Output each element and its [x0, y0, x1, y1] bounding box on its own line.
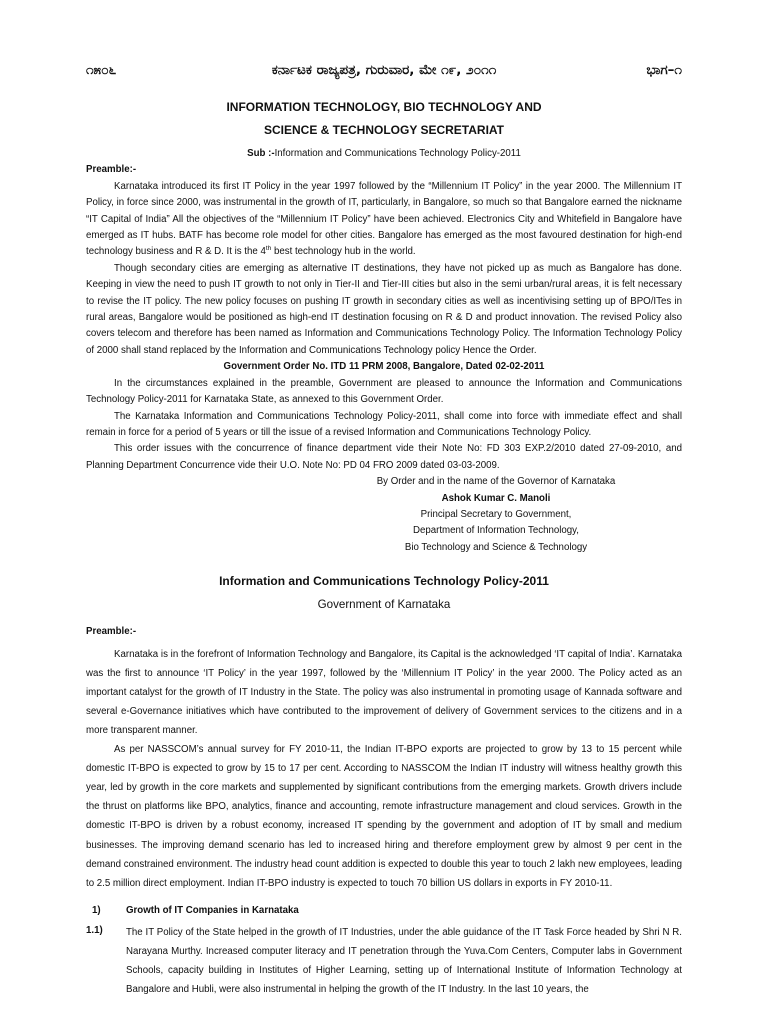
subject-label: Sub :-: [247, 148, 275, 159]
signatory-title-3: Bio Technology and Science & Technology: [404, 541, 588, 553]
preamble-paragraph-2: Though secondary cities are emerging as alternative IT destinations, they have not picked up as much as Bangalore has done. Keeping in view the need to push IT growth to not only in Tier-II and Tier-III cities but also in the semi urban/rural areas, it is felt necessary to revise the IT policy. The new policy focuses on pushing IT growth in secondary cities as well as incentivising setting up of BPO/ITes in rural areas, Bangalore would be positioned as high-end IT destination focusing on R & D and product innovation. The revised Policy also covers telecom and therefore has been named as Information and Communications Technology Policy. The Information Technology Policy of 2000 shall stand replaced by the Information and Communications Technology policy Hence the Order.: [86, 262, 682, 356]
order-paragraph-1: In the circumstances explained in the preamble, Government are pleased to announce the Information and Communications Technology Policy-2011 for Karnataka State, as annexed to this Government Order.: [86, 377, 682, 406]
department-heading-line1: INFORMATION TECHNOLOGY, BIO TECHNOLOGY AND: [226, 100, 542, 114]
item-number: 1.1): [86, 925, 103, 937]
government-order-line: Government Order No. ITD 11 PRM 2008, Bangalore, Dated 02-02-2011: [223, 361, 545, 373]
preamble-paragraph-1: Karnataka introduced its first IT Policy in the year 1997 followed by the “Millennium IT Policy” in the year 2000. The Millennium IT Policy, in force since 2000, was instrumental in the growth of IT, particularly, in Bangalore, so much so that Bangalore earned the nickname “IT Capital of India” All the objectives of the “Millennium IT Policy” have been achieved. Electronics City and Whitefield in Bangalore have emerged as IT hubs. BATF has become role model for other cities. Bangalore has emerged as the most favoured destination for high-end technology business and R & D. It is the 4th best technology hub in the world.: [86, 180, 682, 258]
gazette-title: ಕರ್ನಾಟಕ ರಾಜ್ಯಪತ್ರ, ಗುರುವಾರ, ಮೇ ೧೯, ೨೦೧೧: [271, 62, 497, 78]
ordinal-superscript: th: [265, 245, 272, 253]
section-number: 1): [92, 904, 101, 916]
signatory-name: Ashok Kumar C. Manoli: [441, 492, 551, 504]
signatory-title-2: Department of Information Technology,: [412, 525, 580, 537]
policy-preamble-heading: Preamble:-: [86, 626, 137, 638]
order-paragraph-2: The Karnataka Information and Communications Technology Policy-2011, shall come into force with immediate effect and shall remain in force for a period of 5 years or till the issue of a revised Information and Communications Technology Policy.: [86, 410, 682, 438]
document-body: [86, 98, 682, 1000]
signature-block: [86, 474, 682, 556]
page-number: ೧೫೦೬: [86, 62, 117, 78]
preamble-heading: Preamble:-: [86, 164, 137, 176]
policy-paragraph-1: Karnataka is in the forefront of Information Technology and Bangalore, its Capital is the acknowledged ‘IT capital of India’. Karnataka was the first to announce ‘IT Policy’ in the year 1997, followed by the ‘Millennium IT Policy’ in the year 2000. The Policy acted as an important catalyst for the growth of IT Industry in the State. The policy was also instrumental in promoting usage of Kannada software and several e-Governance initiatives which have contributed to the improvement of delivery of Government services to the citizens and in a more transparent manner.: [86, 648, 682, 736]
signature-by-order: By Order and in the name of the Governor of Karnataka: [376, 476, 616, 488]
policy-title: Information and Communications Technology Policy-2011: [219, 574, 549, 589]
gazette-part: ಭಾಗ–೧: [646, 62, 682, 78]
subject-line: [86, 146, 682, 162]
section-heading-1: [86, 903, 682, 919]
order-paragraph-3: This order issues with the concurrence of finance department vide their Note No: FD 303 EXP.2/2010 dated 27-09-2010, and Planning Department Concurrence vide their U.O. Note No: PD 04 FRO 2009 dated 03-03-2009.: [86, 443, 682, 471]
section-title: Growth of IT Companies in Karnataka: [126, 904, 299, 916]
item-text: The IT Policy of the State helped in the growth of IT Industries, under the able guidance of the IT Task Force headed by Shri N R. Narayana Murthy. Increased computer literacy and IT penetration through the Yuva.Com Centers, Computer labs in Government Schools, capacity building in Institutes of Higher Learning, setting up of International Institute of Information Technology at Bangalore and Hubli, were also instrumental in helping the growth of the IT Industry. In the last 10 years, the: [126, 927, 682, 996]
department-heading-line2: SCIENCE & TECHNOLOGY SECRETARIAT: [263, 123, 505, 137]
subject-text: Information and Communications Technology Policy-2011: [274, 148, 521, 159]
signatory-title-1: Principal Secretary to Government,: [420, 508, 572, 520]
policy-subtitle: Government of Karnataka: [317, 598, 451, 612]
section-item-1-1: [86, 923, 682, 999]
policy-paragraph-2: As per NASSCOM’s annual survey for FY 2010-11, the Indian IT-BPO exports are projected to grow by 13 to 15 percent while domestic IT-BPO is expected to grow by 15 to 17 per cent. According to NASSCOM the Indian IT industry will witness healthy growth this year, led by growth in the core markets and supplemented by significant contributions from the emerging markets. Growth drivers include the thrust on platforms like BPO, analytics, finance and accounting, remote infrastructure management and cloud services. Growth in the domestic IT-BPO is driven by a robust economy, increased IT spending by the government and adoption of IT by small and medium businesses. The improving demand scenario has led to increased hiring and therefore employment grew by almost 9 per cent in the demand constrained environment. The industry head count addition is expected to double this year to touch 2 lakh new employees, leading to 2.5 million direct employment. Indian IT-BPO industry is expected to touch 70 billion US dollars in exports in FY 2010-11.: [86, 744, 682, 889]
gazette-header: [86, 62, 682, 86]
